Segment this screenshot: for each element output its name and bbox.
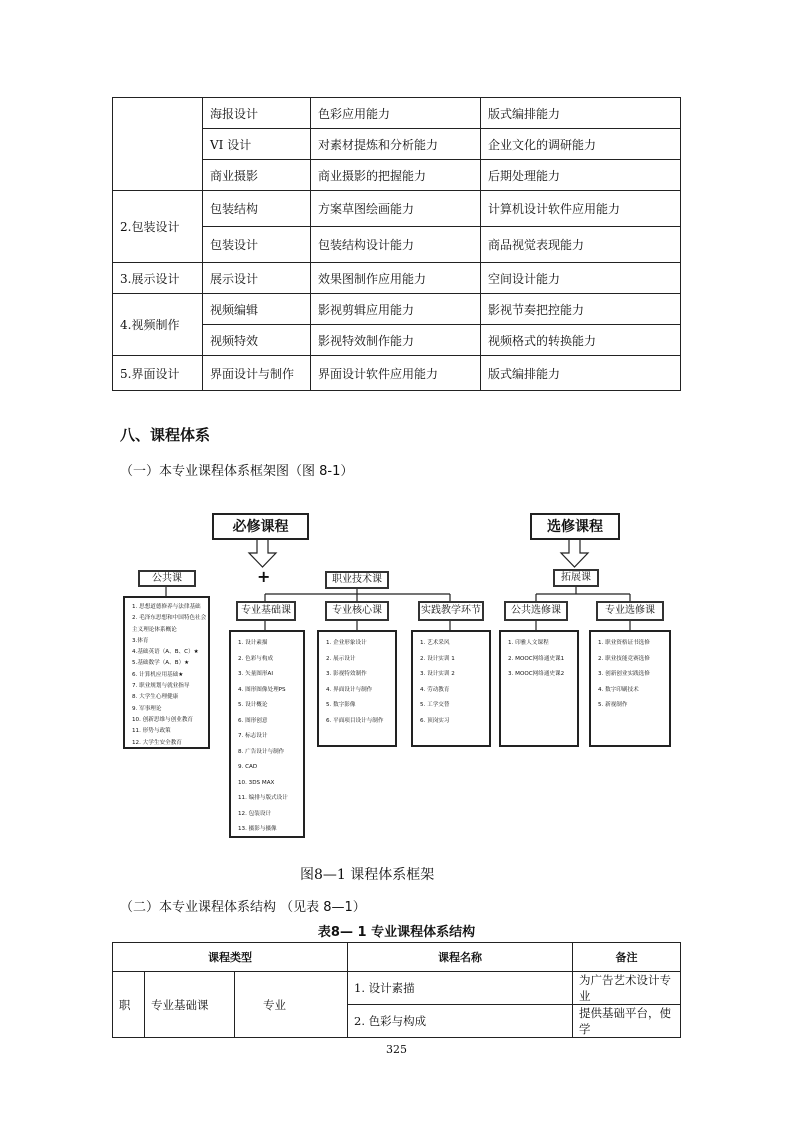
group-cell: 3.展示设计 (113, 263, 203, 294)
list-item: 11. 形势与政策 (132, 728, 171, 735)
page-number: 325 (386, 1043, 407, 1056)
figure-caption: 图8—1 课程体系框架 (300, 867, 435, 883)
list-item: 3. 矢量图形AI (238, 671, 273, 677)
list-item: 6. 平面项目设计与制作 (326, 717, 384, 724)
public-elective-list (499, 630, 579, 747)
list-item: 11. 编排与版式设计 (238, 795, 288, 801)
ability-cell: 包装结构设计能力 (311, 227, 481, 263)
list-item: 3. 设计实训 2 (420, 671, 455, 677)
category-cell: 职 (113, 972, 145, 1038)
list-item: 12. 包装设计 (238, 810, 272, 817)
list-item: 5. 数字影像 (326, 702, 356, 708)
course-structure-table (112, 942, 681, 1038)
public-course-list (123, 596, 210, 749)
category-cell: 专业 (235, 972, 348, 1038)
note-cell: 提供基础平台，使学 (573, 1005, 681, 1038)
list-item: 5. 工学交替 (420, 702, 450, 708)
basic-course-list (229, 630, 305, 838)
elective-courses-box: 选修课程 (530, 513, 620, 540)
list-item: 3. MOOC网络通史课2 (508, 671, 565, 677)
subsection-title-2: （二）本专业课程体系结构 （见表 8—1） (120, 900, 366, 915)
course-cell: VI 设计 (203, 129, 311, 160)
ability-cell: 版式编排能力 (481, 356, 681, 391)
list-item: 7. 职业规划与就业指导 (132, 683, 190, 690)
ability-cell: 影视节奏把控能力 (481, 294, 681, 325)
list-item: 8. 广告设计与制作 (238, 748, 285, 755)
ability-cell: 影视特效制作能力 (311, 325, 481, 356)
list-item: 1. 艺术采风 (420, 640, 450, 646)
ability-cell: 色彩应用能力 (311, 98, 481, 129)
course-cell: 视频编辑 (203, 294, 311, 325)
ability-cell: 后期处理能力 (481, 160, 681, 191)
group-cell: 2.包装设计 (113, 191, 203, 263)
list-item: 8. 大学生心理健康 (132, 694, 179, 701)
major-elective-header: 专业选修课 (596, 601, 664, 621)
header-course-name: 课程名称 (348, 943, 573, 972)
list-item: 5. 设计概论 (238, 702, 268, 708)
list-item: 1. 设计素描 (238, 640, 268, 646)
note-cell: 为广告艺术设计专业 (573, 972, 681, 1005)
list-item: 4. 界面设计与制作 (326, 686, 373, 693)
ability-cell: 计算机设计软件应用能力 (481, 191, 681, 227)
ability-cell: 影视剪辑应用能力 (311, 294, 481, 325)
public-elective-header: 公共选修课 (504, 601, 568, 621)
ability-cell: 效果图制作应用能力 (311, 263, 481, 294)
list-item: 1. 企业形象设计 (326, 640, 367, 646)
table-title: 表8— 1 专业课程体系结构 (317, 925, 476, 940)
list-item: 5. 新视制作 (598, 702, 628, 708)
course-cell: 展示设计 (203, 263, 311, 294)
course-cell: 包装设计 (203, 227, 311, 263)
list-item: 4.基础英语（A、B、C）★ (132, 649, 199, 656)
major-elective-list (589, 630, 671, 747)
practice-course-list (411, 630, 491, 747)
list-item: 10. 创新思维与创业教育 (132, 716, 194, 723)
list-item: 6. 顶岗实习 (420, 717, 450, 724)
plus-sign: + (257, 567, 271, 586)
list-item: 2. MOOC网络通史课1 (508, 655, 565, 662)
core-course-header: 专业核心课 (325, 601, 389, 621)
list-item: 3. 创新创业实践选修 (598, 671, 650, 677)
practice-course-header: 实践教学环节 (418, 601, 484, 621)
ability-cell: 界面设计软件应用能力 (311, 356, 481, 391)
list-item: 6. 图形创意 (238, 717, 268, 724)
course-cell: 界面设计与制作 (203, 356, 311, 391)
header-note: 备注 (573, 943, 681, 972)
course-cell: 包装结构 (203, 191, 311, 227)
list-item: 10. 3DS MAX (238, 779, 275, 786)
list-item: 2. 设计实训 1 (420, 655, 455, 662)
list-item: 13. 摄影与摄像 (238, 826, 277, 832)
required-courses-box: 必修课程 (212, 513, 309, 540)
expand-course-header: 拓展课 (553, 569, 599, 587)
header-course-type: 课程类型 (113, 943, 348, 972)
ability-cell: 空间设计能力 (481, 263, 681, 294)
list-item: 1. 思想道德修养与法律基础 (132, 604, 201, 610)
list-item: 3. 影视特效制作 (326, 671, 367, 677)
list-item: 1. 印雅人文课程 (508, 640, 549, 646)
course-name-cell: 1. 设计素描 (348, 972, 573, 1005)
section-title: 八、课程体系 (120, 426, 211, 444)
ability-cell: 商业摄影的把握能力 (311, 160, 481, 191)
list-item: 4. 劳动教育 (420, 686, 450, 693)
ability-cell: 对素材提炼和分析能力 (311, 129, 481, 160)
group-cell: 4.视频制作 (113, 294, 203, 356)
core-course-list (317, 630, 397, 747)
group-cell: 5.界面设计 (113, 356, 203, 391)
basic-course-header: 专业基础课 (236, 601, 296, 621)
list-item: 6. 计算机应用基础★ (132, 671, 184, 678)
subsection-title: （一）本专业课程体系框架图（图 8-1） (120, 464, 354, 479)
vocational-course-header: 职业技术课 (325, 571, 389, 589)
list-item: 主义理论体系概论 (132, 626, 177, 633)
list-item: 2. 展示设计 (326, 655, 356, 662)
list-item: 5.基础数学（A、B）★ (132, 660, 190, 667)
list-item: 2. 职业技能竞赛选修 (598, 655, 650, 662)
list-item: 9. 军事理论 (132, 705, 162, 712)
ability-cell: 商品视觉表现能力 (481, 227, 681, 263)
public-course-header: 公共课 (138, 570, 196, 587)
ability-cell: 版式编排能力 (481, 98, 681, 129)
course-cell: 商业摄影 (203, 160, 311, 191)
list-item: 2. 色彩与构成 (238, 655, 274, 662)
course-name-cell: 2. 色彩与构成 (348, 1005, 573, 1038)
ability-cell: 视频格式的转换能力 (481, 325, 681, 356)
list-item: 3.体育 (132, 637, 149, 644)
list-item: 9. CAD (238, 764, 258, 770)
course-cell: 视频特效 (203, 325, 311, 356)
category-cell: 专业基础课 (145, 972, 235, 1038)
list-item: 7. 标志设计 (238, 733, 268, 739)
list-item: 2. 毛泽东思想和中国特色社会 (132, 615, 207, 622)
list-item: 12. 大学生安全教育 (132, 739, 182, 746)
list-item: 4. 数字印刷技术 (598, 686, 639, 693)
ability-cell: 企业文化的调研能力 (481, 129, 681, 160)
ability-cell: 方案草图绘画能力 (311, 191, 481, 227)
list-item: 1. 职业资格证书选修 (598, 640, 650, 646)
list-item: 4. 图形图像处理PS (238, 686, 286, 693)
course-cell: 海报设计 (203, 98, 311, 129)
